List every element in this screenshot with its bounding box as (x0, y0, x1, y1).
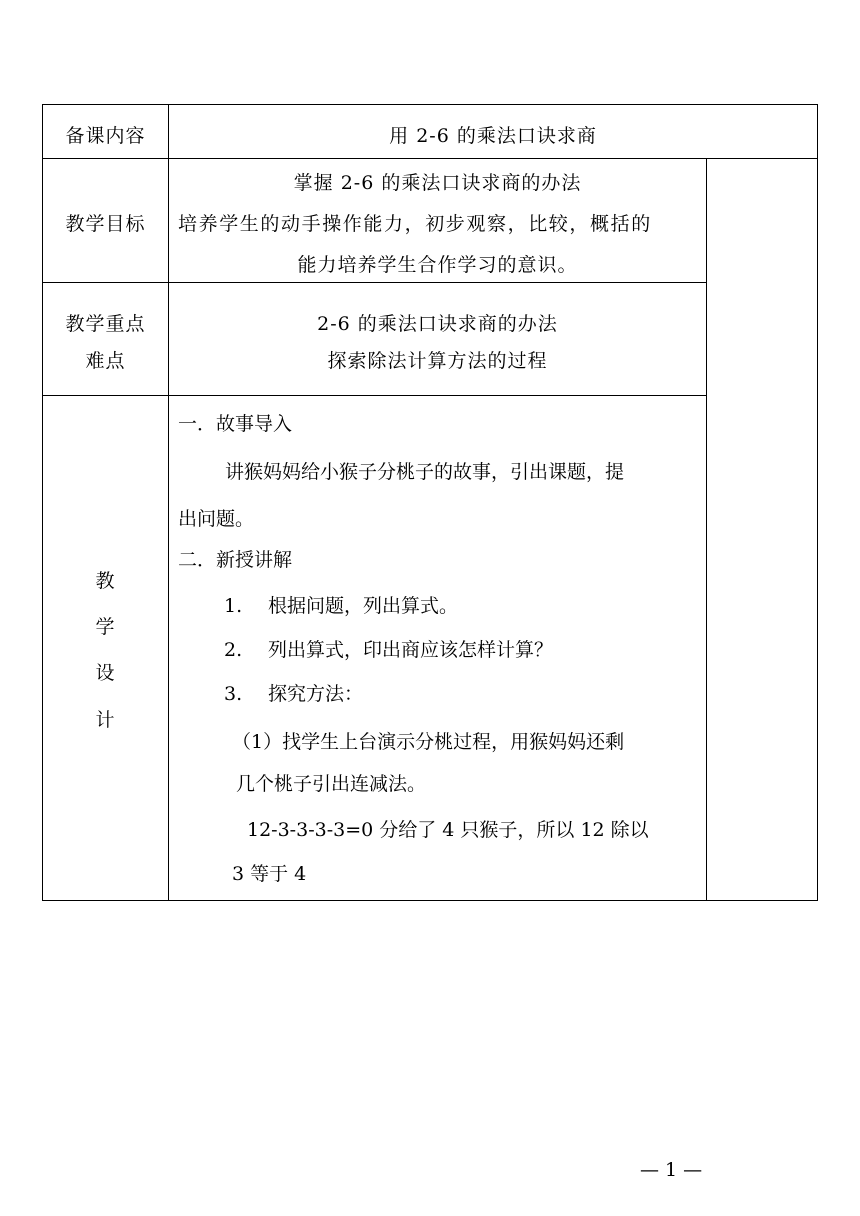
row2-label: 教学目标 (65, 213, 146, 235)
table-row2-divider (42, 282, 706, 283)
row3-label-line2: 难点 (85, 350, 126, 372)
table-border-right (817, 104, 818, 901)
list-item-text: 列出算式，印出商应该怎样计算？ (268, 639, 554, 661)
list-item-text: 根据问题，列出算式。 (268, 595, 459, 617)
row2-line2: 培养学生的动手操作能力，初步观察，比较，概括的 (178, 213, 652, 235)
row2-line1: 掌握 2-6 的乘法口诀求商的办法 (293, 172, 582, 194)
row4-label-char2: 学 (95, 616, 115, 638)
subitem1-line2: 几个桃子引出连减法。 (236, 773, 427, 795)
page-number: — 1 — (640, 1159, 703, 1181)
list-item-number: 1. (224, 595, 243, 617)
section1-title: 一．故事导入 (178, 413, 293, 435)
row3-line2: 探索除法计算方法的过程 (327, 350, 548, 372)
row1-content: 用 2-6 的乘法口诀求商 (389, 125, 597, 147)
section1-paragraph-line2: 出问题。 (178, 508, 255, 530)
row4-label-char4: 计 (95, 709, 115, 731)
table-row1-divider (42, 158, 818, 159)
row2-line3: 能力培养学生合作学习的意识。 (297, 254, 578, 276)
row3-label-line1: 教学重点 (65, 313, 146, 335)
row4-label-char3: 设 (95, 662, 115, 684)
table-extra-column-divider (706, 158, 707, 901)
calculation-line1: 12-3-3-3-3=0 分给了 4 只猴子，所以 12 除以 (247, 819, 649, 841)
section1-paragraph-line1: 讲猴妈妈给小猴子分桃子的故事，引出课题，提 (225, 461, 625, 483)
list-item-number: 3. (224, 683, 243, 705)
row4-label-char1: 教 (95, 570, 115, 592)
table-row3-divider (42, 395, 706, 396)
row1-label: 备课内容 (65, 125, 146, 147)
table-border-bottom (42, 900, 818, 901)
list-item-number: 2. (224, 639, 243, 661)
list-item-text: 探究方法： (268, 683, 364, 705)
subitem1-line1: （1）找学生上台演示分桃过程，用猴妈妈还剩 (232, 731, 625, 753)
table-border-top (42, 104, 818, 105)
table-label-column-divider (168, 104, 169, 901)
calculation-line2: 3 等于 4 (232, 863, 307, 885)
section2-title: 二．新授讲解 (178, 549, 293, 571)
row3-line1: 2-6 的乘法口诀求商的办法 (317, 313, 558, 335)
